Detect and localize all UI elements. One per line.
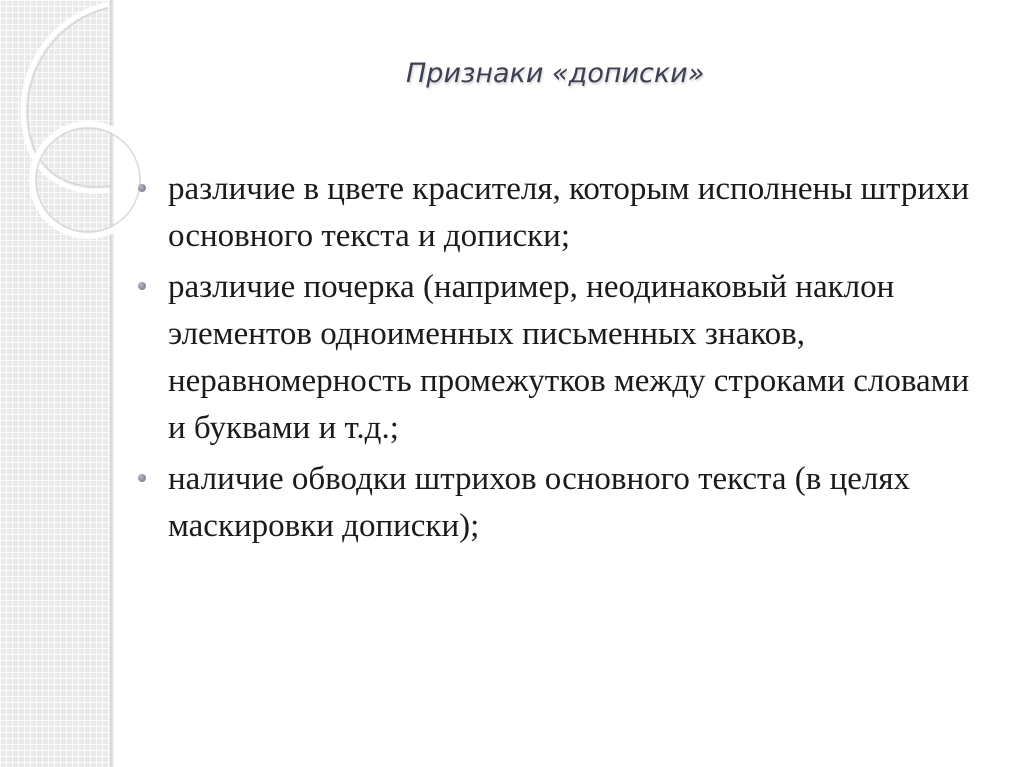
slide-title: Признаки «дописки» <box>406 58 705 89</box>
side-grid-panel <box>0 0 110 767</box>
bullet-list <box>136 166 976 554</box>
bullet-text: различие почерка (например, неодинаковый наклон элементов одноименных письменных знаков, неравномерность промежутков между строками словами и буквами и т.д.; <box>168 269 970 446</box>
bullet-dot-icon <box>138 184 146 192</box>
bullet-text: наличие обводки штрихов основного текста (в целях маскировки дописки); <box>168 461 911 544</box>
bullet-dot-icon <box>138 474 146 482</box>
bullet-dot-icon <box>138 282 146 290</box>
bullet-text: различие в цвете красителя, которым исполнены штрихи основного текста и дописки; <box>168 171 970 254</box>
bullet-item-dye-color <box>136 166 976 260</box>
bullet-item-handwriting <box>136 264 976 452</box>
bullet-item-stroke-tracing <box>136 456 976 550</box>
side-panel-edge <box>110 0 114 767</box>
